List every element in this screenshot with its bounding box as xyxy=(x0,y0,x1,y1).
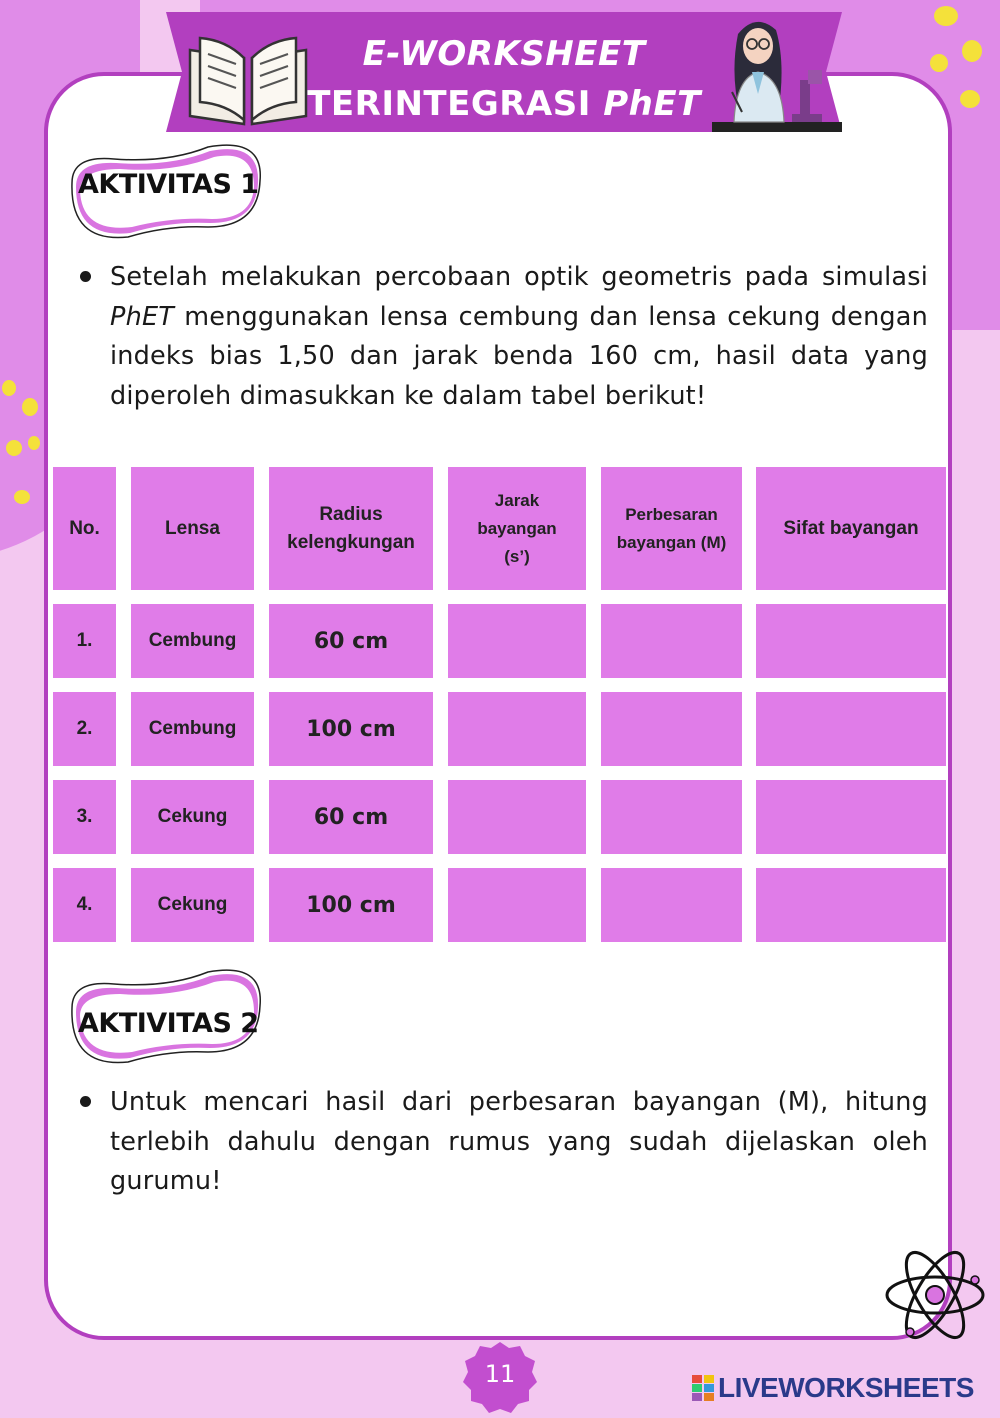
activity2-instructions: Untuk mencari hasil dari perbesaran bayangan (M), hitung terlebih dahulu dengan rumus yang sudah dijelaskan oleh gurumu! xyxy=(110,1087,928,1196)
scientist-illustration xyxy=(712,14,842,136)
decor-dot xyxy=(960,90,980,108)
liveworksheets-logo-icon xyxy=(692,1375,714,1401)
table-cell-radius: 60 cm xyxy=(269,604,433,678)
header-title-line1: E-WORKSHEET xyxy=(362,34,646,74)
table-cell-no: 4. xyxy=(53,868,116,942)
table-cell-sifat-input[interactable] xyxy=(756,604,946,678)
table-cell-jarak-input[interactable] xyxy=(448,868,586,942)
table-header-lensa: Lensa xyxy=(131,467,254,590)
activity2-label: AKTIVITAS 2 xyxy=(78,1008,259,1039)
table-cell-perbesaran-input[interactable] xyxy=(601,692,742,766)
table-cell-jarak-input[interactable] xyxy=(448,604,586,678)
decor-dot xyxy=(28,436,40,450)
activity1-text-part2: menggunakan lensa cembung dan lensa cekung dengan indeks bias 1,50 dan jarak benda 160 cm, hasil data yang diperoleh dimasukkan ke dalam tabel berikut! xyxy=(110,301,928,411)
table-header-perbesaran: Perbesaran bayangan (M) xyxy=(601,467,742,590)
table-header-jarak: Jarak bayangan (s’) xyxy=(448,467,586,590)
table-cell-jarak-input[interactable] xyxy=(448,692,586,766)
page-number: 11 xyxy=(484,1360,516,1388)
decor-dot xyxy=(934,6,958,26)
activity1-badge xyxy=(70,143,270,243)
atom-icon xyxy=(880,1240,990,1350)
header-title-prefix: TERINTEGRASI xyxy=(307,84,604,124)
decor-dot xyxy=(22,398,38,416)
open-book-icon xyxy=(186,30,310,128)
activity2-badge xyxy=(70,968,270,1068)
liveworksheets-watermark xyxy=(692,1372,974,1404)
table-header-radius: Radius kelengkungan xyxy=(269,467,433,590)
activity1-label: AKTIVITAS 1 xyxy=(78,169,259,200)
table-header-sifat: Sifat bayangan xyxy=(756,467,946,590)
table-cell-lensa: Cekung xyxy=(131,868,254,942)
table-cell-lensa: Cekung xyxy=(131,780,254,854)
activity1-text-italic: PhET xyxy=(110,301,175,332)
table-cell-no: 1. xyxy=(53,604,116,678)
liveworksheets-brand: LIVEWORKSHEETS xyxy=(718,1372,974,1403)
table-cell-radius: 100 cm xyxy=(269,868,433,942)
table-cell-perbesaran-input[interactable] xyxy=(601,780,742,854)
table-cell-sifat-input[interactable] xyxy=(756,780,946,854)
decor-dot xyxy=(14,490,30,504)
decor-dot xyxy=(6,440,22,456)
table-cell-radius: 60 cm xyxy=(269,780,433,854)
table-cell-lensa: Cembung xyxy=(131,604,254,678)
table-cell-sifat-input[interactable] xyxy=(756,868,946,942)
header-title-italic: PhET xyxy=(603,84,701,124)
table-cell-lensa: Cembung xyxy=(131,692,254,766)
decor-dot xyxy=(962,40,982,62)
bullet-point xyxy=(80,1096,91,1107)
decor-dot xyxy=(930,54,948,72)
table-cell-perbesaran-input[interactable] xyxy=(601,604,742,678)
table-cell-no: 3. xyxy=(53,780,116,854)
table-cell-perbesaran-input[interactable] xyxy=(601,868,742,942)
table-cell-jarak-input[interactable] xyxy=(448,780,586,854)
table-cell-no: 2. xyxy=(53,692,116,766)
table-cell-sifat-input[interactable] xyxy=(756,692,946,766)
table-cell-radius: 100 cm xyxy=(269,692,433,766)
bullet-point xyxy=(80,271,91,282)
activity1-instructions xyxy=(110,258,928,416)
decor-dot xyxy=(2,380,16,396)
activity1-text-part1: Setelah melakukan percobaan optik geometris pada simulasi xyxy=(110,262,928,292)
table-header-no: No. xyxy=(53,467,116,590)
page-number-badge xyxy=(463,1340,537,1414)
